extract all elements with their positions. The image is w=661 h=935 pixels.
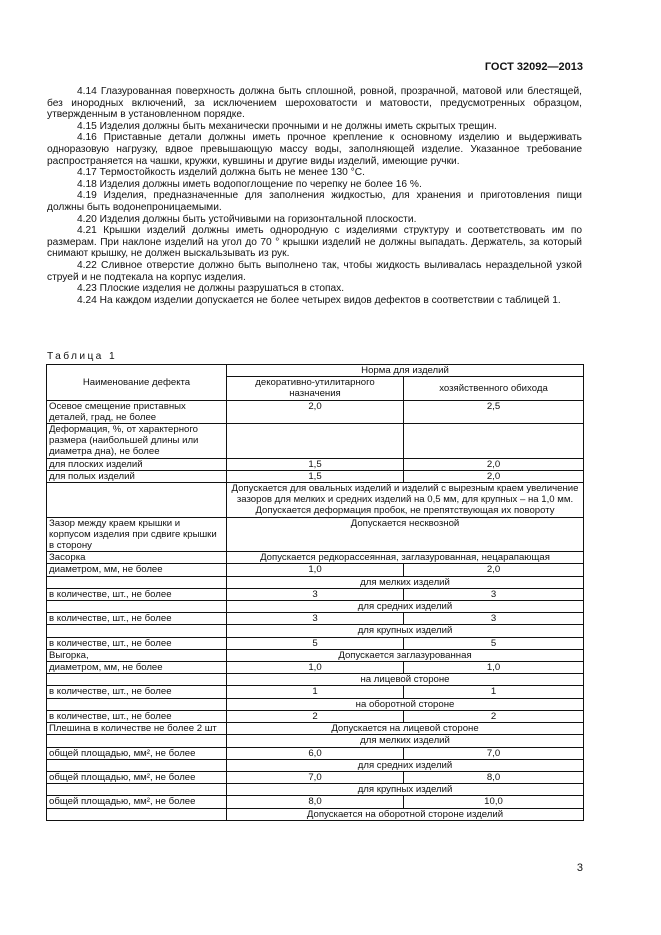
paragraph: 4.23 Плоские изделия не должны разрушаться в стопах.: [77, 283, 345, 295]
table-row: [47, 735, 584, 747]
paragraph: 4.21 Крышки изделий должны иметь однородную с изделиями структуру и соответствовать им по размерам. При наклоне изделий на угол до 70 ° крышки изделий не должны выпадать. Держатель, за который снимают крышку, не должен выскальзывать из рук.: [47, 225, 582, 260]
paragraph: 4.20 Изделия должны быть устойчивыми на горизонтальной плоскости.: [77, 213, 417, 225]
household-value-cell: 8,0: [404, 771, 584, 783]
table-row: [47, 424, 584, 459]
defect-name-cell: общей площадью, мм², не более: [47, 747, 227, 759]
table-caption: Таблица 1: [47, 351, 118, 362]
defect-name-cell: [47, 759, 227, 771]
defect-name-cell: в количестве, шт., не более: [47, 686, 227, 698]
decor-value-cell: 3: [227, 613, 404, 625]
norm-note-cell: Допускается на оборотной стороне изделий: [227, 808, 584, 820]
decor-value-cell: 1: [227, 686, 404, 698]
household-value-cell: 2,0: [404, 458, 584, 470]
paragraph: 4.15 Изделия должны быть механически прочными и не должны иметь скрытых трещин.: [77, 120, 497, 132]
defects-table: [46, 364, 584, 821]
decor-value-cell: 8,0: [227, 796, 404, 808]
table-row: [47, 723, 584, 735]
defect-name-cell: для плоских изделий: [47, 458, 227, 470]
household-value-cell: 1: [404, 686, 584, 698]
table-row: [47, 784, 584, 796]
defect-name-cell: диаметром, мм, не более: [47, 662, 227, 674]
norm-note-cell: для мелких изделий: [227, 576, 584, 588]
table-row: [47, 649, 584, 661]
defect-name-cell: [47, 698, 227, 710]
paragraph: 4.19 Изделия, предназначенные для заполнения жидкостью, для хранения и приготовления пищи должны быть водонепроницаемыми.: [47, 190, 582, 213]
defect-name-cell: Плешина в количестве не более 2 шт: [47, 723, 227, 735]
table-row: [47, 470, 584, 482]
defect-name-cell: [47, 735, 227, 747]
table-row: [47, 458, 584, 470]
defect-name-cell: общей площадью, мм², не более: [47, 796, 227, 808]
household-value-cell: 3: [404, 613, 584, 625]
norm-note-cell: для мелких изделий: [227, 735, 584, 747]
table-row: [47, 674, 584, 686]
paragraph: 4.24 На каждом изделии допускается не более четырех видов дефектов в соответствии с таблицей 1.: [77, 294, 561, 306]
household-value-cell: 3: [404, 588, 584, 600]
table-row: [47, 625, 584, 637]
paragraph: 4.16 Приставные детали должны иметь прочное крепление к основному изделию и выдерживать одноразовую нагрузку, вдвое превышающую массу воды, заполняющей изделие. Указанное требование распространяется на чашки, кружки, кувшины и другие виды изделий, имеющие ручки.: [47, 132, 582, 167]
norm-note-cell: для средних изделий: [227, 601, 584, 613]
household-value-cell: 2,5: [404, 400, 584, 423]
paragraph: 4.17 Термостойкость изделий должна быть не менее 130 °С.: [77, 167, 365, 179]
paragraph: 4.14 Глазурованная поверхность должна быть сплошной, ровной, прозрачной, матовой или блестящей, без инородных включений, за исключением шероховатости и матовости, предусмотренных образцом, утвержденным в установленном порядке.: [47, 86, 582, 121]
household-value-cell: 2: [404, 710, 584, 722]
household-value-cell: 7,0: [404, 747, 584, 759]
table-row: [47, 517, 584, 552]
defect-name-cell: [47, 784, 227, 796]
defect-name-cell: Осевое смещение приставных деталей, град, не более: [47, 400, 227, 423]
decor-value-cell: 6,0: [227, 747, 404, 759]
table-row: [47, 637, 584, 649]
table-row: [47, 808, 584, 820]
household-value-cell: 5: [404, 637, 584, 649]
household-value-cell: [404, 424, 584, 459]
column-header-household: хозяйственного обихода: [404, 377, 584, 400]
table-row: [47, 588, 584, 600]
table-row: [47, 483, 584, 518]
household-value-cell: 2,0: [404, 564, 584, 576]
table-row: [47, 771, 584, 783]
decor-value-cell: 1,0: [227, 564, 404, 576]
defect-name-cell: в количестве, шт., не более: [47, 637, 227, 649]
defect-name-cell: [47, 601, 227, 613]
norm-note-cell: на оборотной стороне: [227, 698, 584, 710]
table-row: [47, 686, 584, 698]
household-value-cell: 2,0: [404, 470, 584, 482]
table-row: [47, 698, 584, 710]
table-row: [47, 613, 584, 625]
decor-value-cell: 1,5: [227, 458, 404, 470]
defect-name-cell: [47, 808, 227, 820]
norm-note-cell: Допускается для овальных изделий и изделий с вырезным краем увеличение зазоров для мелких и средних изделий на 0,5 мм, для крупных – на 1,0 мм. Допускается деформация пробок, не препятствующая их повороту: [227, 483, 584, 518]
norm-note-cell: Допускается несквозной: [227, 517, 584, 552]
household-value-cell: 1,0: [404, 662, 584, 674]
page-number: 3: [576, 862, 583, 874]
table-row: [47, 759, 584, 771]
defect-name-cell: [47, 674, 227, 686]
household-value-cell: 10,0: [404, 796, 584, 808]
decor-value-cell: 5: [227, 637, 404, 649]
decor-value-cell: 1,0: [227, 662, 404, 674]
column-header-norm: Норма для изделий: [227, 365, 584, 377]
defect-name-cell: [47, 625, 227, 637]
norm-note-cell: для крупных изделий: [227, 784, 584, 796]
defect-name-cell: общей площадью, мм², не более: [47, 771, 227, 783]
defect-name-cell: для полых изделий: [47, 470, 227, 482]
paragraph: 4.18 Изделия должны иметь водопоглощение по черепку не более 16 %.: [77, 178, 422, 190]
defect-name-cell: в количестве, шт., не более: [47, 613, 227, 625]
table-row: [47, 747, 584, 759]
column-header-defect: Наименование дефекта: [47, 365, 227, 401]
norm-note-cell: для крупных изделий: [227, 625, 584, 637]
table-row: [47, 576, 584, 588]
decor-value-cell: 2,0: [227, 400, 404, 423]
table-row: [47, 400, 584, 423]
table-row: [47, 662, 584, 674]
norm-note-cell: на лицевой стороне: [227, 674, 584, 686]
table-row: [47, 601, 584, 613]
norm-note-cell: Допускается заглазурованная: [227, 649, 584, 661]
paragraph: 4.22 Сливное отверстие должно быть выполнено так, чтобы жидкость выливалась нераздельной узкой струей и не подтекала на корпус изделия.: [47, 259, 582, 283]
document-code: ГОСТ 32092—2013: [484, 61, 583, 73]
norm-note-cell: для средних изделий: [227, 759, 584, 771]
norm-note-cell: Допускается на лицевой стороне: [227, 723, 584, 735]
defect-name-cell: Деформация, %, от характерного размера (наибольшей длины или диаметра дна), не более: [47, 424, 227, 459]
decor-value-cell: 7,0: [227, 771, 404, 783]
column-header-decor: декоративно-утилитарного назначения: [227, 377, 404, 400]
defect-name-cell: Выгорка,: [47, 649, 227, 661]
defect-name-cell: Зазор между краем крышки и корпусом изделия при сдвиге крышки в сторону: [47, 517, 227, 552]
defect-name-cell: [47, 483, 227, 518]
defect-name-cell: [47, 576, 227, 588]
defect-name-cell: диаметром, мм, не более: [47, 564, 227, 576]
defect-name-cell: Засорка: [47, 552, 227, 564]
table-row: [47, 564, 584, 576]
decor-value-cell: 2: [227, 710, 404, 722]
decor-value-cell: [227, 424, 404, 459]
body-text: [47, 86, 582, 306]
table-row: [47, 552, 584, 564]
table-row: [47, 710, 584, 722]
decor-value-cell: 1,5: [227, 470, 404, 482]
norm-note-cell: Допускается редкорассеянная, заглазурованная, нецарапающая: [227, 552, 584, 564]
defect-name-cell: в количестве, шт., не более: [47, 710, 227, 722]
table-row: [47, 796, 584, 808]
decor-value-cell: 3: [227, 588, 404, 600]
defect-name-cell: в количестве, шт., не более: [47, 588, 227, 600]
